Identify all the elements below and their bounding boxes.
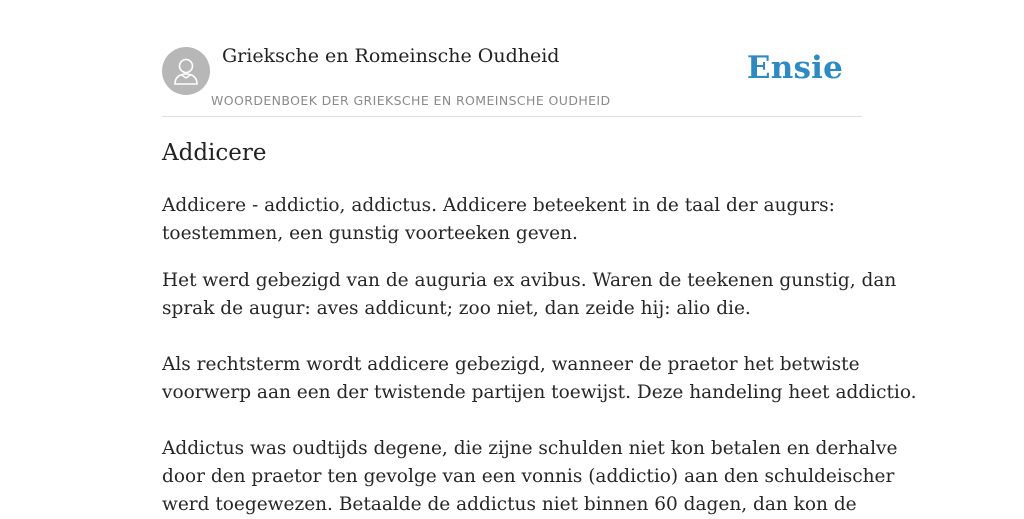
paragraph-line: sprak de augur: aves addicunt; zoo niet, dan zeide hij: alio die. xyxy=(162,298,751,319)
paragraph-gap xyxy=(162,323,862,351)
paragraph-gap xyxy=(162,407,862,435)
article-title: Addicere xyxy=(162,140,267,166)
paragraph-line: Addictus was oudtijds degene, die zijne schulden niet kon betalen en derhalve xyxy=(162,438,898,459)
paragraph-line: Als rechtsterm wordt addicere gebezigd, wanneer de praetor het betwiste xyxy=(162,354,860,375)
ensie-logo[interactable]: Ensie xyxy=(746,50,843,86)
source-subtitle[interactable]: WOORDENBOEK DER GRIEKSCHE EN ROMEINSCHE OUDHEID xyxy=(211,93,611,108)
intro-line: toestemmen, een gunstig voorteeken geven. xyxy=(162,223,578,244)
user-silhouette-icon xyxy=(162,47,210,95)
header xyxy=(162,0,862,117)
source-title[interactable]: Grieksche en Romeinsche Oudheid xyxy=(222,45,560,67)
avatar[interactable] xyxy=(162,47,210,95)
article-body xyxy=(162,192,917,519)
intro-line: Addicere - addictio, addictus. Addicere beteekent in de taal der augurs: xyxy=(162,195,835,216)
paragraph-line: Het werd gebezigd van de auguria ex avibus. Waren de teekenen gunstig, dan xyxy=(162,270,897,291)
paragraph-line: door den praetor ten gevolge van een vonnis (addictio) aan den schuldeischer xyxy=(162,466,895,487)
paragraph-line: werd toegewezen. Betaalde de addictus niet binnen 60 dagen, dan kon de xyxy=(162,494,857,515)
page xyxy=(162,0,917,515)
paragraph-line: voorwerp aan een der twistende partijen toewijst. Deze handeling heet addictio. xyxy=(162,382,917,403)
